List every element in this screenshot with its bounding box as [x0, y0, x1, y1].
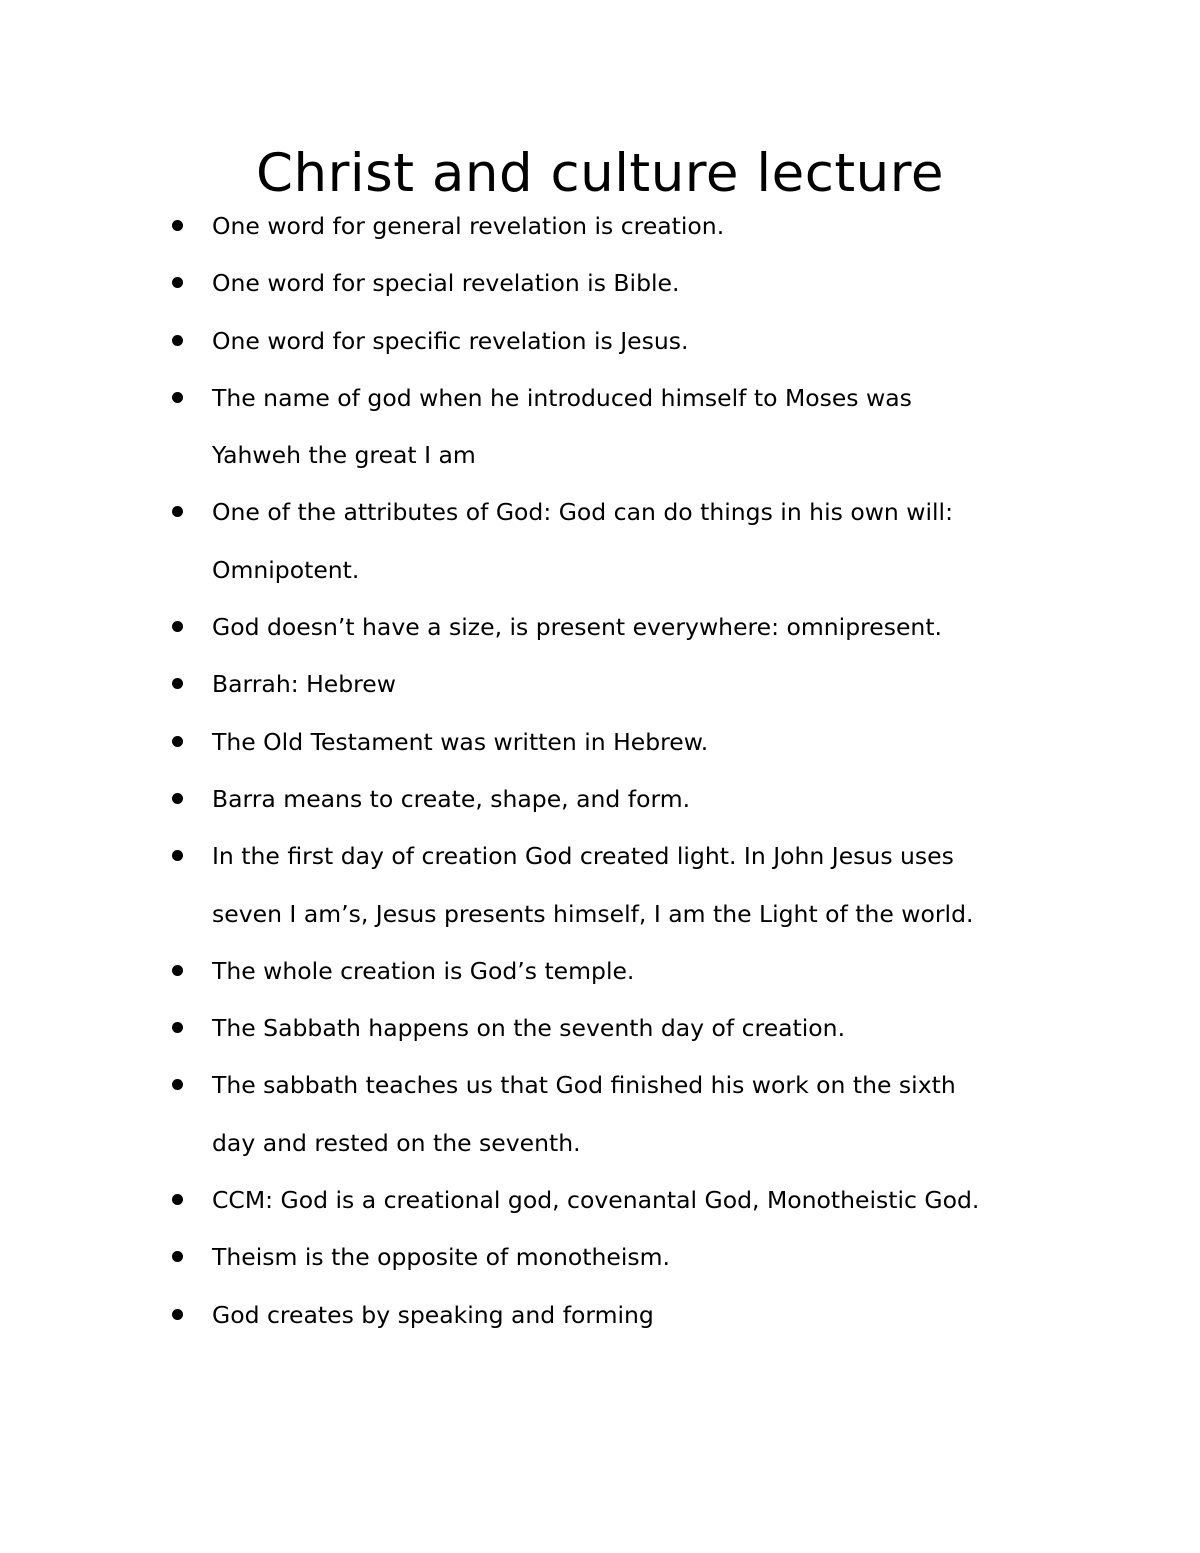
list-item-line: CCM: God is a creational god, covenantal God, Monotheistic God.: [212, 1186, 980, 1215]
list-item-line: The whole creation is God’s temple.: [212, 956, 635, 985]
bullet-icon: [172, 335, 183, 346]
list-item: [0, 599, 1200, 656]
list-item-line: The name of god when he introduced himself to Moses was: [212, 383, 912, 412]
list-item-line: Theism is the opposite of monotheism.: [212, 1243, 670, 1272]
bullet-icon: [172, 1309, 183, 1320]
list-item-line: The sabbath teaches us that God finished his work on the sixth: [212, 1071, 956, 1100]
list-item-line: One of the attributes of God: God can do things in his own will:: [212, 498, 954, 527]
list-item-line: The Old Testament was written in Hebrew.: [212, 727, 709, 756]
list-item-line: Yahweh the great I am: [212, 441, 476, 470]
bullet-icon: [172, 506, 183, 517]
bullet-icon: [172, 1194, 183, 1205]
bullet-icon: [172, 621, 183, 632]
list-item: [0, 255, 1200, 312]
list-item: [0, 656, 1200, 713]
bullet-icon: [172, 1251, 183, 1262]
list-item: [0, 1000, 1200, 1057]
list-item: [0, 828, 1200, 943]
bullet-icon: [172, 965, 183, 976]
list-item-line: God doesn’t have a size, is present everywhere: omnipresent.: [212, 613, 943, 642]
bullet-icon: [172, 392, 183, 403]
list-item: [0, 1057, 1200, 1172]
bullet-icon: [172, 1022, 183, 1033]
list-item: [0, 1287, 1200, 1344]
list-item: [0, 484, 1200, 599]
list-item-line: The Sabbath happens on the seventh day of creation.: [212, 1014, 846, 1043]
list-item: [0, 943, 1200, 1000]
list-item-line: seven I am’s, Jesus presents himself, I am the Light of the world.: [212, 899, 974, 928]
list-item: [0, 313, 1200, 370]
list-item: [0, 714, 1200, 771]
list-item-line: Barrah: Hebrew: [212, 670, 396, 699]
list-item-line: One word for specific revelation is Jesus.: [212, 326, 689, 355]
list-item: [0, 370, 1200, 485]
list-item: [0, 198, 1200, 255]
bullet-icon: [172, 678, 183, 689]
bullet-icon: [172, 1079, 183, 1090]
list-item-line: One word for special revelation is Bible.: [212, 269, 680, 298]
bullet-icon: [172, 277, 183, 288]
bullet-icon: [172, 736, 183, 747]
list-item: [0, 771, 1200, 828]
bullet-icon: [172, 850, 183, 861]
list-item: [0, 1172, 1200, 1229]
list-item-line: day and rested on the seventh.: [212, 1128, 581, 1157]
bullet-icon: [172, 793, 183, 804]
list-item-line: Barra means to create, shape, and form.: [212, 784, 691, 813]
list-item-line: In the first day of creation God created light. In John Jesus uses: [212, 842, 954, 871]
list-item: [0, 1229, 1200, 1286]
lecture-notes-list: [0, 198, 1200, 1344]
page-title: Christ and culture lecture: [256, 143, 944, 204]
bullet-icon: [172, 220, 183, 231]
list-item-line: Omnipotent.: [212, 555, 360, 584]
list-item-line: One word for general revelation is creation.: [212, 212, 725, 240]
list-item-line: God creates by speaking and forming: [212, 1300, 654, 1329]
